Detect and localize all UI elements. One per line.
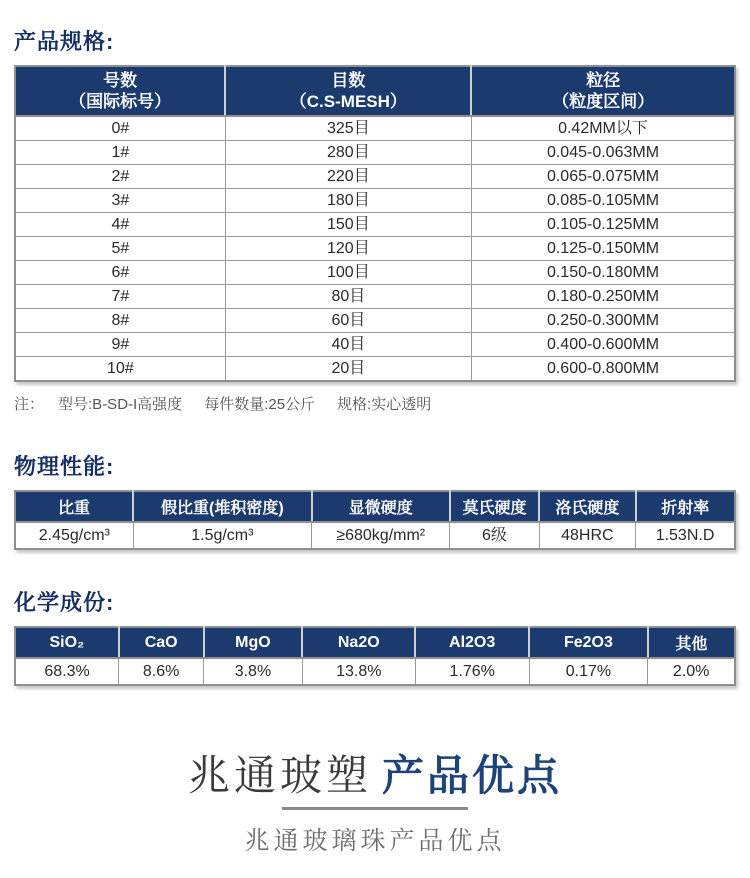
cell-size: 0.150-0.180MM [471, 261, 735, 285]
note-label: 注： [14, 396, 45, 413]
value-fe2o3: 0.17% [529, 658, 648, 685]
table-row [15, 165, 735, 189]
spec-note [14, 393, 736, 414]
value-refractive-index: 1.53N.D [636, 522, 735, 549]
cell-size: 0.105-0.125MM [471, 213, 735, 237]
cell-size: 0.400-0.600MM [471, 333, 735, 357]
cell-number: 4# [15, 213, 225, 237]
cell-mesh: 220目 [225, 165, 471, 189]
value-micro-hardness: ≥680kg/mm² [312, 522, 450, 549]
note-spec-type: 规格:实心透明 [337, 396, 432, 413]
cell-number: 6# [15, 261, 225, 285]
product-spec-table [14, 65, 736, 382]
header-line: （C.S-MESH） [289, 92, 407, 111]
cell-number: 9# [15, 333, 225, 357]
spec-col-header-mesh [225, 66, 471, 116]
cell-mesh: 325目 [225, 116, 471, 141]
cell-mesh: 40目 [225, 333, 471, 357]
chemical-composition-table [14, 626, 736, 686]
cell-size: 0.085-0.105MM [471, 189, 735, 213]
cell-size: 0.125-0.150MM [471, 237, 735, 261]
banner-title: 产品优点 [382, 752, 563, 799]
value-bulk-density: 1.5g/cm³ [133, 522, 312, 549]
cell-size: 0.180-0.250MM [471, 285, 735, 309]
header-line: 目数 [331, 71, 366, 90]
table-row [15, 189, 735, 213]
table-row [15, 237, 735, 261]
cell-mesh: 100目 [225, 261, 471, 285]
note-model: 型号:B-SD-I高强度 [58, 396, 183, 413]
table-row [15, 357, 735, 382]
cell-number: 0# [15, 116, 225, 141]
physical-col-refractive-index: 折射率 [636, 491, 735, 522]
chemical-col-fe2o3: Fe2O3 [529, 627, 648, 658]
physical-properties-table [14, 490, 736, 550]
cell-mesh: 60目 [225, 309, 471, 333]
value-mohs-hardness: 6级 [450, 522, 539, 549]
table-row [15, 309, 735, 333]
chemical-col-al2o3: Al2O3 [415, 627, 529, 658]
chemical-col-sio2: SiO₂ [15, 627, 119, 658]
physical-value-row [15, 522, 735, 549]
cell-number: 10# [15, 357, 225, 382]
chemical-col-other: 其他 [648, 627, 735, 658]
table-row [15, 261, 735, 285]
header-line: （国际标号） [69, 92, 172, 111]
banner-title-row [14, 752, 736, 800]
chemical-col-na2o: Na2O [302, 627, 415, 658]
banner-subtitle: 兆通玻璃珠产品优点 [244, 827, 506, 855]
physical-header-row [15, 491, 735, 522]
brand-name: 兆通玻塑 [187, 752, 372, 799]
header-line: （粒度区间） [552, 92, 655, 111]
header-line: 号数 [103, 71, 138, 90]
section-heading-physical: 物理性能: [14, 454, 115, 479]
value-mgo: 3.8% [204, 658, 303, 685]
value-specific-gravity: 2.45g/cm³ [15, 522, 133, 549]
value-other: 2.0% [648, 658, 735, 685]
cell-size: 0.065-0.075MM [471, 165, 735, 189]
section-heading-chemical: 化学成份: [14, 590, 115, 615]
table-row [15, 116, 735, 141]
cell-number: 2# [15, 165, 225, 189]
spec-col-header-particle-size [471, 66, 735, 116]
cell-mesh: 180目 [225, 189, 471, 213]
spec-col-header-number [15, 66, 225, 116]
cell-number: 5# [15, 237, 225, 261]
value-na2o: 13.8% [302, 658, 415, 685]
cell-size: 0.250-0.300MM [471, 309, 735, 333]
spec-header-row [15, 66, 735, 116]
product-advantages-banner [14, 752, 736, 857]
physical-col-mohs-hardness: 莫氏硬度 [450, 491, 539, 522]
chemical-header-row [15, 627, 735, 658]
cell-number: 8# [15, 309, 225, 333]
cell-size: 0.600-0.800MM [471, 357, 735, 382]
table-row [15, 141, 735, 165]
chemical-col-mgo: MgO [204, 627, 303, 658]
value-sio2: 68.3% [15, 658, 119, 685]
physical-col-specific-gravity: 比重 [15, 491, 133, 522]
physical-col-micro-hardness: 显微硬度 [312, 491, 450, 522]
title-divider [282, 807, 468, 810]
cell-size: 0.42MM以下 [471, 116, 735, 141]
cell-number: 7# [15, 285, 225, 309]
cell-number: 1# [15, 141, 225, 165]
chemical-value-row [15, 658, 735, 685]
cell-mesh: 80目 [225, 285, 471, 309]
value-rockwell-hardness: 48HRC [539, 522, 635, 549]
cell-mesh: 150目 [225, 213, 471, 237]
cell-mesh: 20目 [225, 357, 471, 382]
section-heading-specs: 产品规格: [14, 29, 115, 54]
value-al2o3: 1.76% [415, 658, 529, 685]
physical-col-bulk-density: 假比重(堆积密度) [133, 491, 312, 522]
cell-mesh: 280目 [225, 141, 471, 165]
table-row [15, 213, 735, 237]
cell-number: 3# [15, 189, 225, 213]
note-quantity: 每件数量:25公斤 [204, 396, 316, 413]
table-row [15, 285, 735, 309]
physical-col-rockwell-hardness: 洛氏硬度 [539, 491, 635, 522]
chemical-col-cao: CaO [119, 627, 204, 658]
header-line: 粒径 [586, 71, 621, 90]
table-row [15, 333, 735, 357]
cell-size: 0.045-0.063MM [471, 141, 735, 165]
cell-mesh: 120目 [225, 237, 471, 261]
value-cao: 8.6% [119, 658, 204, 685]
